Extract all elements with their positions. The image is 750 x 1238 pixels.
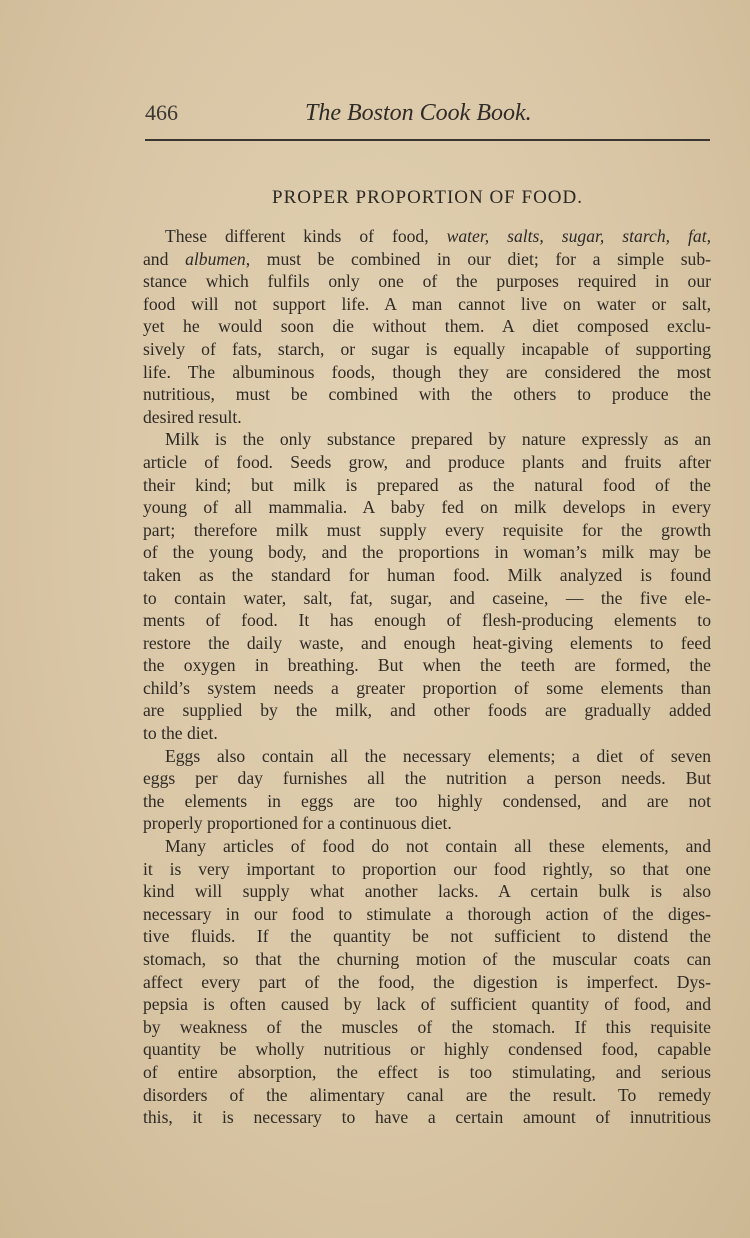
text-line: tive fluids. If the quantity be not sufficient to distend the: [143, 926, 711, 947]
text-line: restore the daily waste, and enough heat-giving elements to feed: [143, 632, 711, 653]
text-line: the oxygen in breathing. But when the teeth are formed, the: [143, 655, 711, 676]
text-line: affect every part of the food, the digestion is imperfect. Dys-: [143, 971, 711, 992]
header-rule: [145, 139, 710, 141]
text-line: Eggs also contain all the necessary elements; a diet of seven: [165, 745, 711, 766]
text-line: part; therefore milk must supply every requisite for the growth: [143, 519, 711, 540]
text-line: Milk is the only substance prepared by nature expressly as an: [165, 429, 711, 450]
text-line: desired result.: [143, 406, 242, 427]
text-line: sively of fats, starch, or sugar is equally incapable of supporting: [143, 338, 711, 359]
text-line: properly proportioned for a continuous diet.: [143, 813, 452, 834]
text-line: are supplied by the milk, and other foods are gradually added: [143, 700, 711, 721]
page-header: [145, 100, 710, 134]
text-line: by weakness of the muscles of the stomach. If this requisite: [143, 1016, 711, 1037]
text-line: of entire absorption, the effect is too stimulating, and serious: [143, 1061, 711, 1082]
text-line: eggs per day furnishes all the nutrition a person needs. But: [143, 768, 711, 789]
text-line: necessary in our food to stimulate a thorough action of the diges-: [143, 903, 711, 924]
text-line: article of food. Seeds grow, and produce plants and fruits after: [143, 451, 711, 472]
text-line: pepsia is often caused by lack of sufficient quantity of food, and: [143, 994, 711, 1015]
text-line: yet he would soon die without them. A diet composed exclu-: [143, 316, 711, 337]
text-line: and albumen, must be combined in our diet; for a simple sub-: [143, 248, 711, 269]
running-title: The Boston Cook Book.: [305, 100, 532, 126]
text-line: it is very important to proportion our food rightly, so that one: [143, 858, 711, 879]
text-line: of the young body, and the proportions in woman’s milk may be: [143, 542, 711, 563]
text-line: to contain water, salt, fat, sugar, and caseine, — the five ele-: [143, 587, 711, 608]
text-line: disorders of the alimentary canal are the result. To remedy: [143, 1084, 711, 1105]
text-line: child’s system needs a greater proportion of some elements than: [143, 677, 711, 698]
text-line: nutritious, must be combined with the others to produce the: [143, 384, 711, 405]
text-line: ments of food. It has enough of flesh-producing elements to: [143, 610, 711, 631]
text-line: stomach, so that the churning motion of the muscular coats can: [143, 949, 711, 969]
text-line: the elements in eggs are too highly condensed, and are not: [143, 790, 711, 811]
text-line: food will not support life. A man cannot live on water or salt,: [143, 293, 711, 314]
page-number: 466: [145, 100, 178, 125]
text-line: their kind; but milk is prepared as the natural food of the: [143, 474, 711, 495]
section-title: PROPER PROPORTION OF FOOD.: [272, 187, 583, 208]
text-line: quantity be wholly nutritious or highly condensed food, capable: [143, 1039, 711, 1060]
text-line: young of all mammalia. A baby fed on milk develops in every: [143, 497, 711, 518]
text-line: to the diet.: [143, 723, 218, 744]
text-line: stance which fulfils only one of the purposes required in our: [143, 271, 711, 292]
text-line: this, it is necessary to have a certain amount of innutritious: [143, 1107, 711, 1128]
text-line: kind will supply what another lacks. A certain bulk is also: [143, 881, 711, 902]
text-line: life. The albuminous foods, though they are considered the most: [143, 361, 711, 382]
text-line: taken as the standard for human food. Milk analyzed is found: [143, 564, 711, 585]
text-line: These different kinds of food, water, salts, sugar, starch, fat,: [165, 226, 711, 246]
text-line: Many articles of food do not contain all these elements, and: [165, 836, 711, 857]
body-text: [143, 225, 711, 1129]
